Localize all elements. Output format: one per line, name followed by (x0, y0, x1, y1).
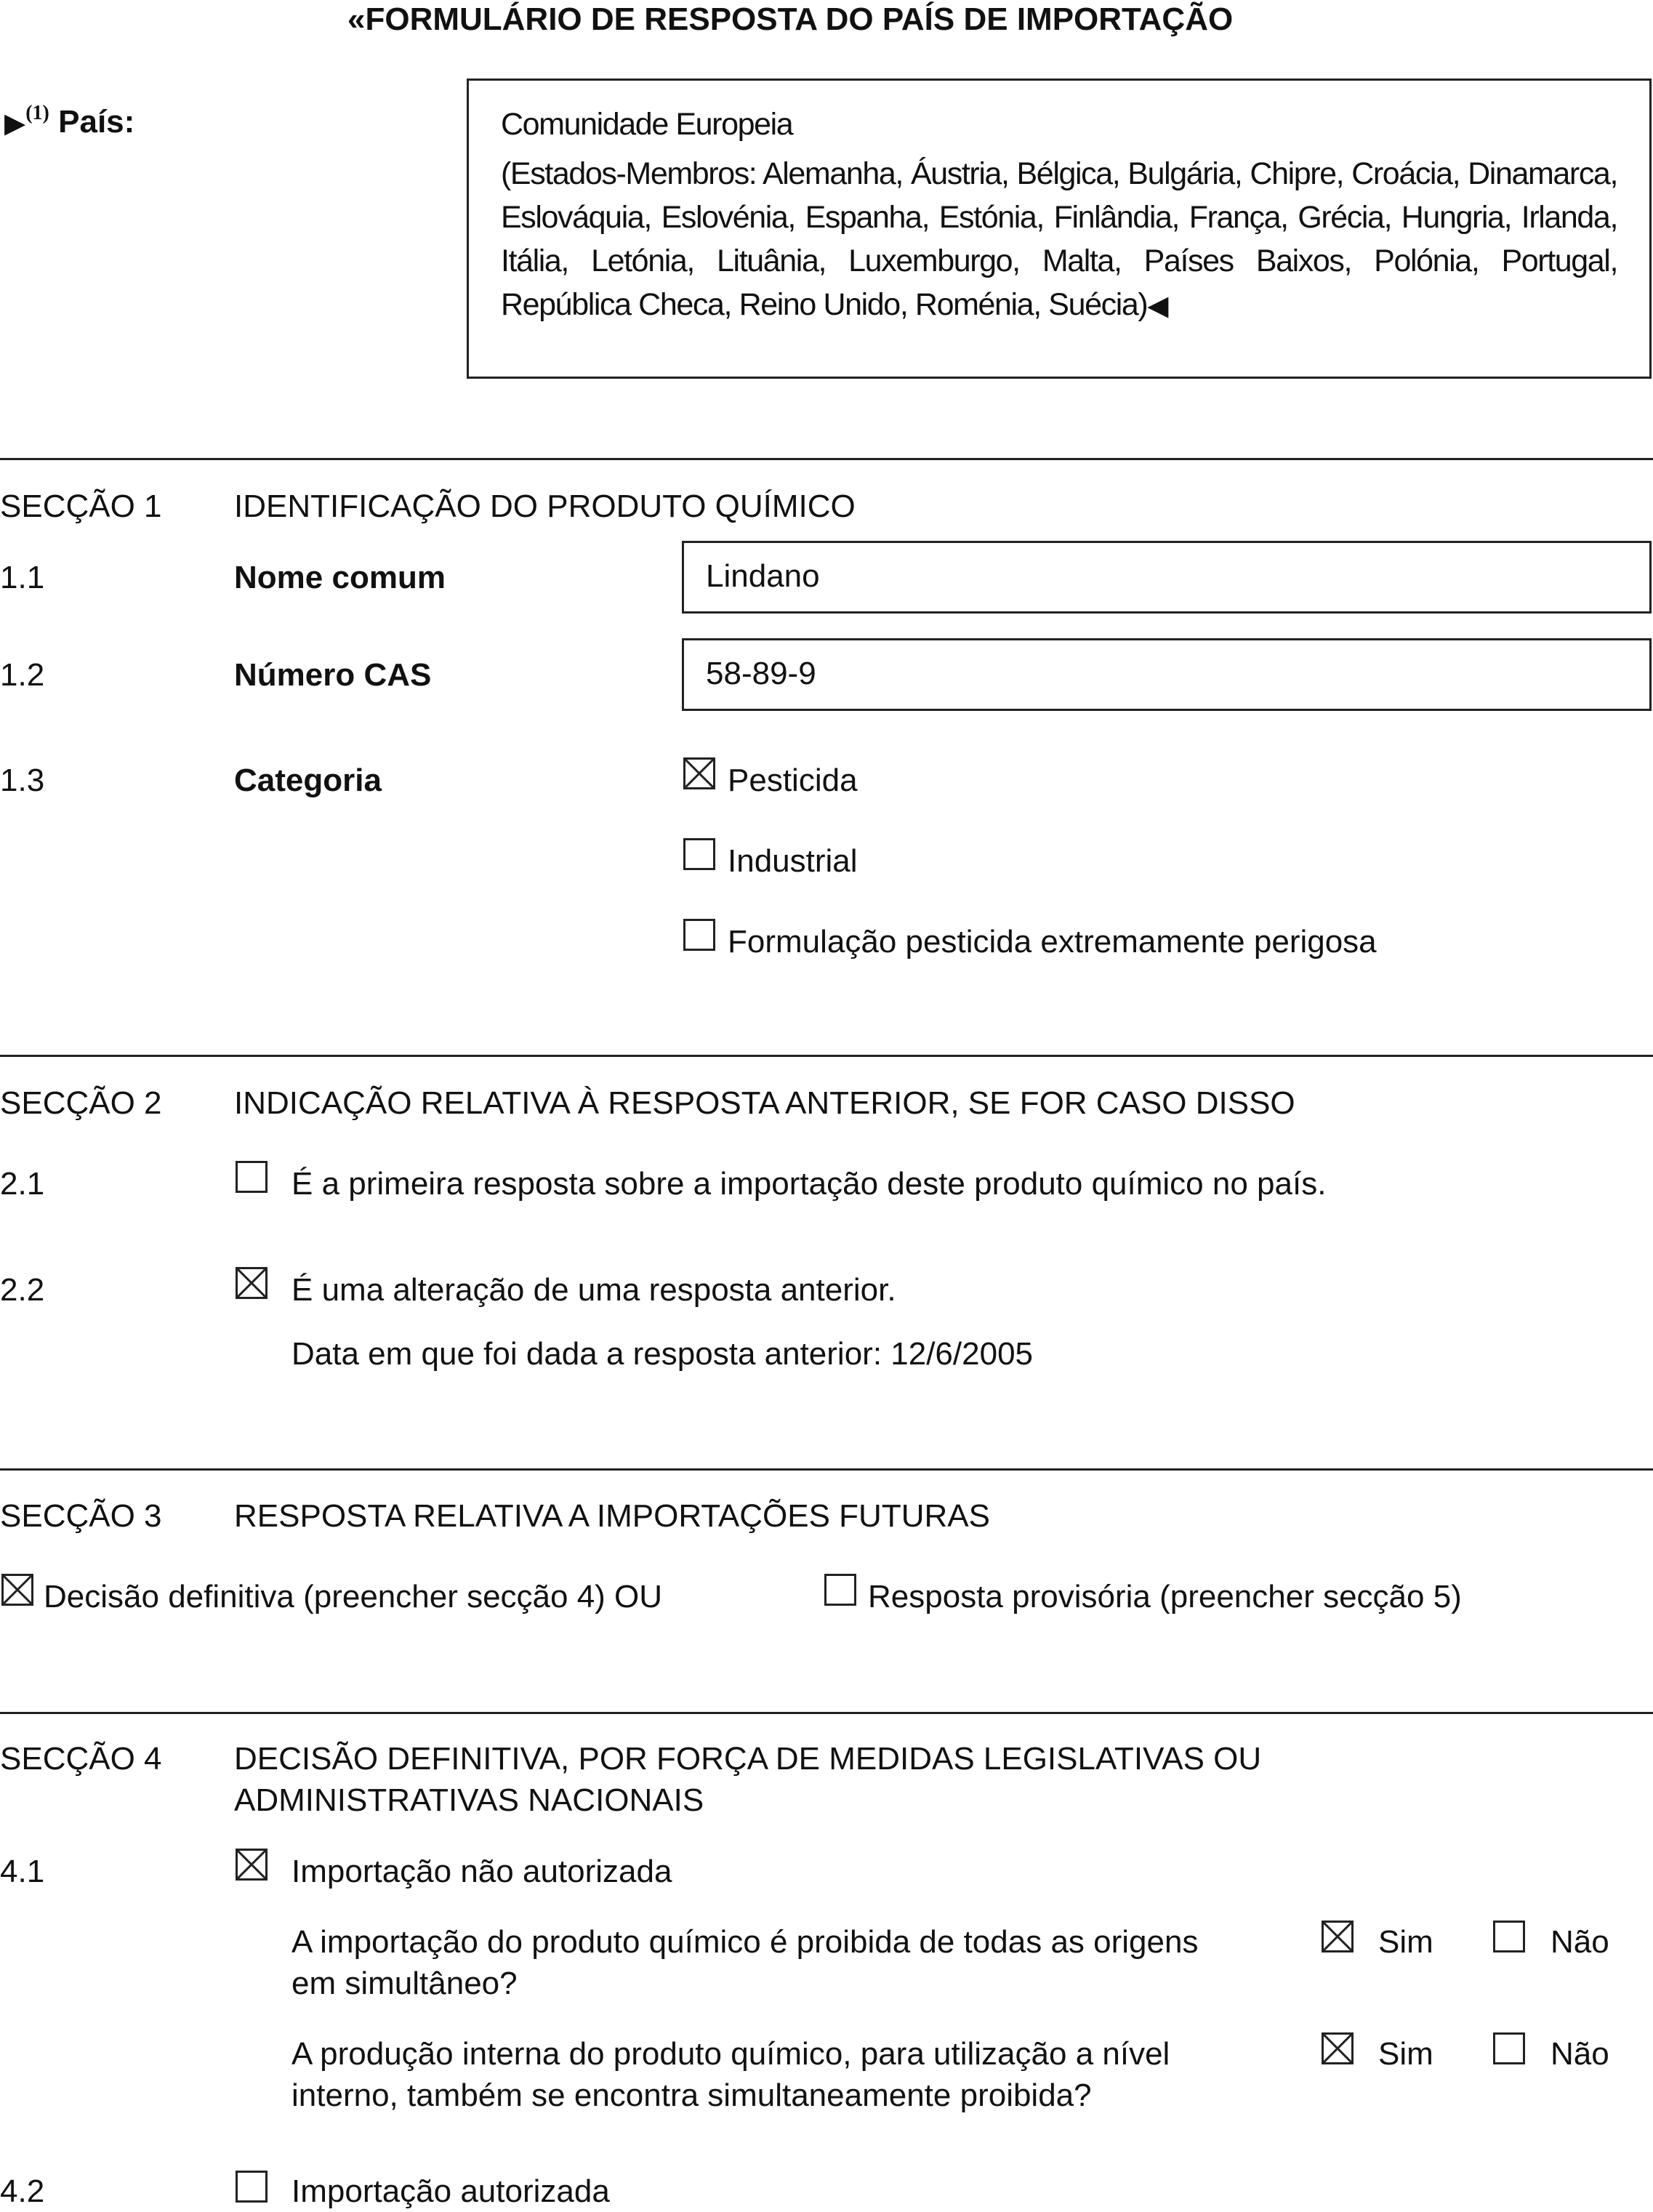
q1-no-label: Não (1551, 1924, 1609, 1960)
checked-cross-icon (238, 1269, 265, 1297)
category-hazardous-formulation-label: Formulação pesticida extremamente perigosa (728, 924, 1377, 960)
import-allowed-label: Importação autorizada (291, 2173, 610, 2209)
q2-no-label: Não (1551, 2036, 1609, 2072)
footnote-marker: (1) (25, 102, 49, 124)
country-row (4, 100, 134, 142)
common-name-field[interactable] (682, 541, 1652, 614)
cas-number-value: 58-89-9 (706, 656, 816, 691)
checked-cross-icon (685, 760, 713, 787)
section3-number: SECÇÃO 3 (0, 1498, 162, 1534)
amendment-start-marker: ▶ (4, 108, 26, 139)
section1-title: IDENTIFICAÇÃO DO PRODUTO QUÍMICO (234, 488, 856, 524)
checked-cross-icon (1324, 1923, 1351, 1950)
section4-number: SECÇÃO 4 (0, 1741, 162, 1777)
first-response-checkbox[interactable] (236, 1161, 268, 1193)
import-not-allowed-checkbox[interactable] (236, 1849, 268, 1881)
previous-response-date: Data em que foi dada a resposta anterior: 12/6/2005 (291, 1336, 1034, 1372)
q2-no-checkbox[interactable] (1493, 2032, 1525, 2064)
country-box[interactable] (467, 79, 1652, 379)
cas-number-field[interactable] (682, 638, 1652, 711)
import-not-allowed-label: Importação não autorizada (291, 1854, 672, 1889)
section2-number: SECÇÃO 2 (0, 1085, 162, 1121)
form-title: «FORMULÁRIO DE RESPOSTA DO PAÍS DE IMPORTAÇÃO (347, 1, 1234, 37)
q2-yes-checkbox[interactable] (1322, 2032, 1354, 2064)
category-hazardous-formulation-checkbox[interactable] (683, 919, 715, 951)
category-pesticide-checkbox[interactable] (683, 757, 715, 789)
final-decision-label: Decisão definitiva (preencher secção 4) OU (44, 1579, 663, 1614)
q1-text-line1: A importação do produto químico é proibida de todas as origens (291, 1924, 1199, 1960)
section4-title-line1: DECISÃO DEFINITIVA, POR FORÇA DE MEDIDAS LEGISLATIVAS OU (234, 1741, 1262, 1777)
section1-number: SECÇÃO 1 (0, 488, 162, 524)
q1-text-line2: em simultâneo? (291, 1966, 518, 2001)
country-label: País: (58, 104, 135, 140)
section4-title-line2: ADMINISTRATIVAS NACIONAIS (234, 1782, 704, 1818)
change-response-checkbox[interactable] (236, 1267, 268, 1299)
change-response-label: É uma alteração de uma resposta anterior. (291, 1272, 896, 1308)
divider (0, 1055, 1653, 1057)
q2-text-line1: A produção interna do produto químico, para utilização a nível (291, 2036, 1170, 2072)
country-name: Comunidade Europeia (501, 107, 793, 142)
category-industrial-label: Industrial (728, 843, 858, 879)
q1-yes-label: Sim (1378, 1924, 1433, 1960)
q1-yes-checkbox[interactable] (1322, 1921, 1354, 1952)
field-1-3-number: 1.3 (0, 763, 45, 798)
common-name-label: Nome comum (234, 560, 446, 595)
field-4-1-number: 4.1 (0, 1854, 45, 1889)
category-label: Categoria (234, 763, 382, 798)
first-response-label: É a primeira resposta sobre a importação deste produto químico no país. (291, 1166, 1327, 1202)
field-4-2-number: 4.2 (0, 2173, 45, 2209)
category-pesticide-label: Pesticida (728, 763, 858, 798)
divider (0, 1712, 1653, 1714)
amendment-end-marker: ◀ (1147, 291, 1168, 321)
category-industrial-checkbox[interactable] (683, 838, 715, 870)
q2-text-line2: interno, também se encontra simultaneamente proibida? (291, 2078, 1092, 2113)
field-1-2-number: 1.2 (0, 657, 45, 693)
common-name-value: Lindano (706, 558, 820, 594)
section3-title: RESPOSTA RELATIVA A IMPORTAÇÕES FUTURAS (234, 1498, 990, 1534)
divider (0, 458, 1653, 460)
checked-cross-icon (1324, 2035, 1351, 2062)
member-states-text (501, 152, 1617, 328)
q2-yes-label: Sim (1378, 2036, 1433, 2072)
cas-number-label: Número CAS (234, 657, 432, 693)
checked-cross-icon (238, 1851, 265, 1878)
field-2-2-number: 2.2 (0, 1272, 45, 1308)
q1-no-checkbox[interactable] (1493, 1921, 1525, 1952)
field-1-1-number: 1.1 (0, 560, 45, 595)
section2-title: INDICAÇÃO RELATIVA À RESPOSTA ANTERIOR, SE FOR CASO DISSO (234, 1085, 1295, 1121)
checked-cross-icon (4, 1576, 31, 1604)
import-allowed-checkbox[interactable] (236, 2171, 268, 2203)
member-states-list: (Estados-Membros: Alemanha, Áustria, Bélgica, Bulgária, Chipre, Croácia, Dinamarca, Eslováquia, Eslovénia, Espanha, Estónia, Finlândia, França, Grécia, Hungria, Irlanda, Itália, Letónia, Lituânia, Luxemburgo, Malta, Países Baixos, Polónia, Portugal, República Checa, Reino Unido, Roménia, Suécia) (501, 156, 1617, 322)
final-decision-checkbox[interactable] (1, 1574, 33, 1606)
divider (0, 1468, 1653, 1471)
interim-response-checkbox[interactable] (824, 1574, 856, 1606)
interim-response-label: Resposta provisória (preencher secção 5) (868, 1579, 1462, 1614)
field-2-1-number: 2.1 (0, 1166, 45, 1202)
